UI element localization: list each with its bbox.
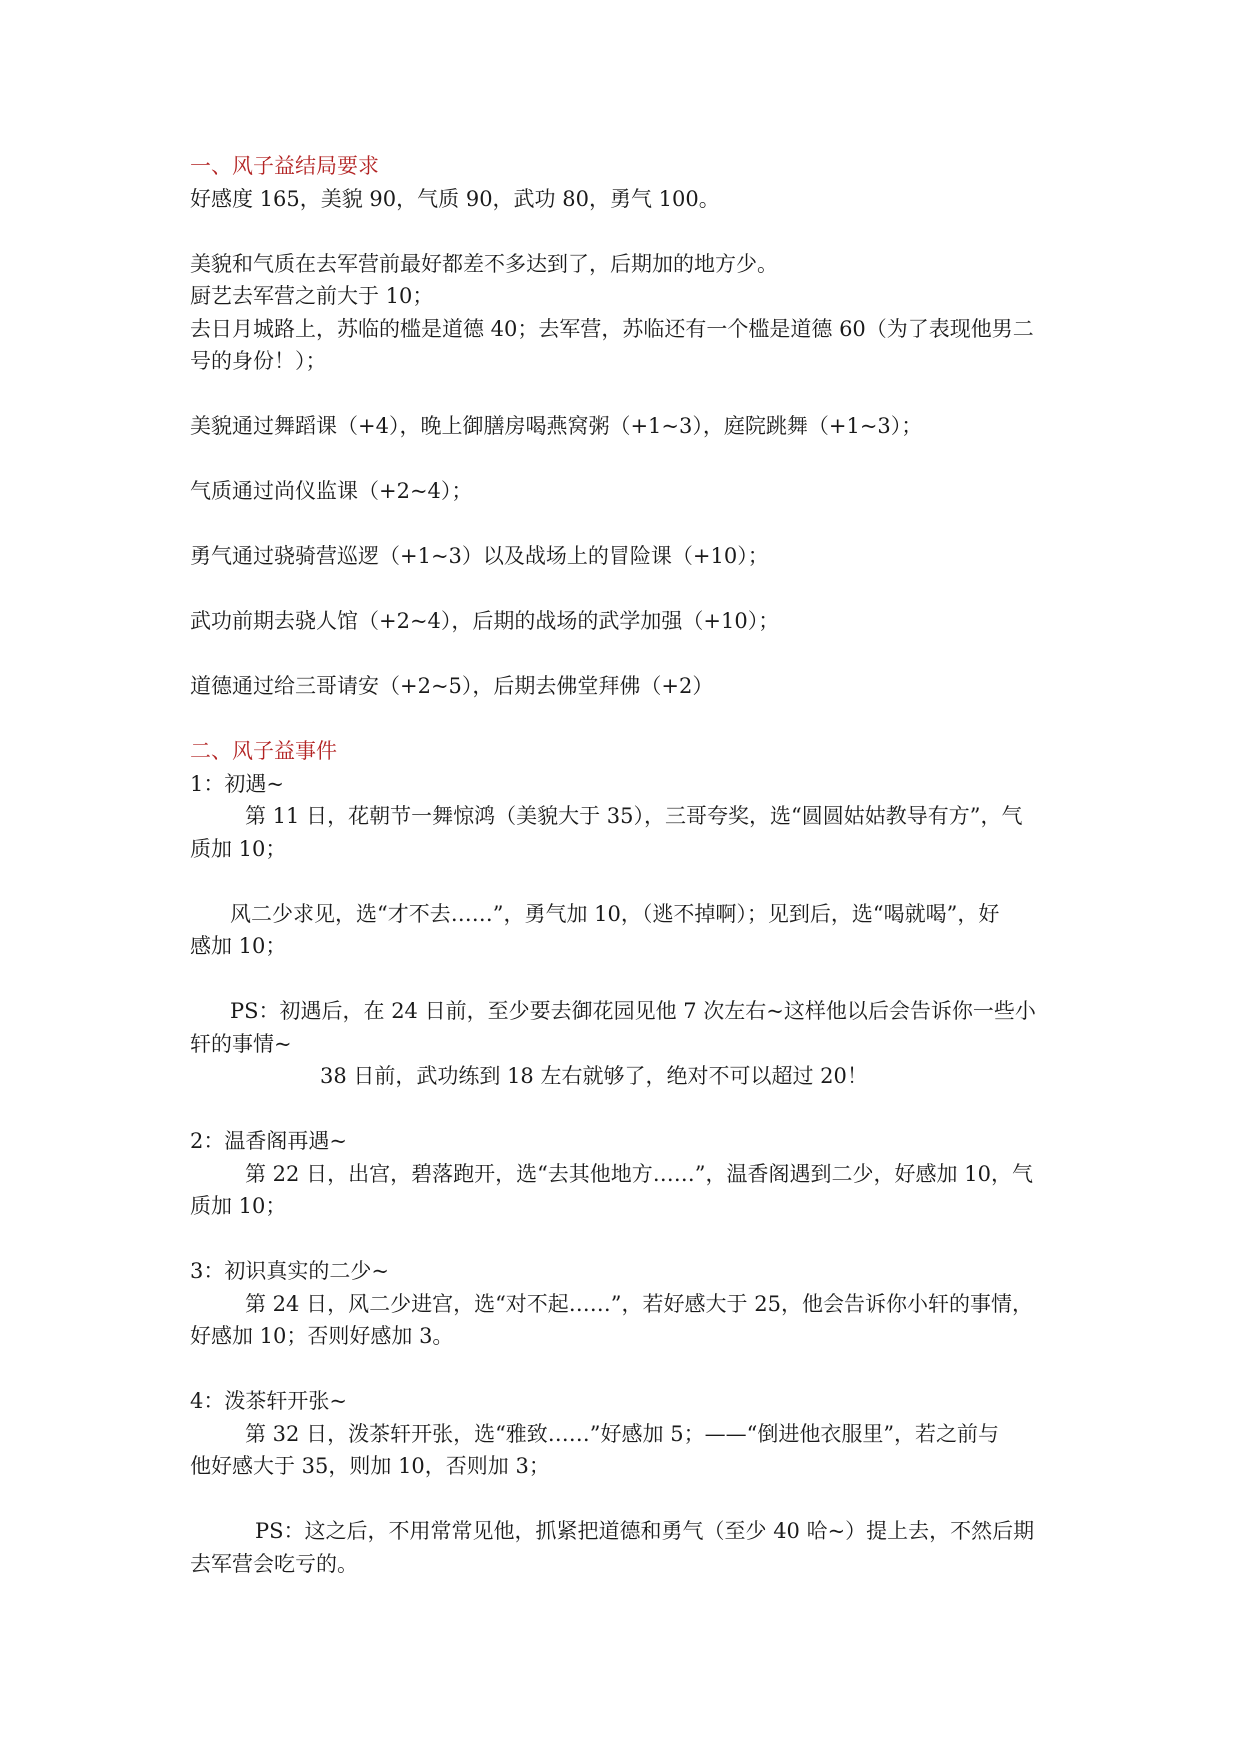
event1-p2-line1: 风二少求见，选“才不去……”，勇气加 10，（逃不掉啊）；见到后，选“喝就喝”，好 [230,901,1000,926]
event1-ps-line3: 38 日前，武功练到 18 左右就够了，绝对不可以超过 20！ [320,1064,868,1088]
event3-title: 3：初识真实的二少~ [190,1259,389,1283]
event2-line2: 质加 10； [190,1194,287,1218]
blank-line [190,703,1070,736]
blank-line [190,573,1070,606]
blank-line [190,1093,1070,1126]
blank-line [190,865,1070,898]
section1-line-2: 美貌和气质在去军营前最好都差不多达到了，后期加的地方少。 [190,251,778,276]
event1-p2-line2: 感加 10； [190,934,287,958]
event1-p1-line2: 质加 10； [190,836,287,861]
section1-line-9: 气质通过尚仪监课（+2~4）； [190,479,473,503]
event4-ps-line1: PS：这之后，不用常常见他，抓紧把道德和勇气（至少 40 哈~）提上去，不然后期 [255,1519,1035,1543]
event2-title: 2：温香阁再遇~ [190,1129,347,1153]
event1-p1-line1: 第 11 日，花朝节一舞惊鸿（美貌大于 35），三哥夸奖，选“圆圆姑姑教导有方”，气 [245,804,1023,828]
section1-line-0: 好感度 165，美貌 90，气质 90，武功 80，勇气 100。 [190,186,720,211]
section1-heading: 一、风子益结局要求 [190,154,379,178]
section1-line-11: 勇气通过骁骑营巡逻（+1~3）以及战场上的冒险课（+10）； [190,544,769,568]
event3-line1: 第 24 日，风二少进宫，选“对不起……”，若好感大于 25，他会告诉你小轩的事情， [245,1291,1033,1316]
section1-line-15: 道德通过给三哥请安（+2~5），后期去佛堂拜佛（+2） [190,674,714,698]
event4-line1: 第 32 日，泼茶轩开张，选“雅致……”好感加 5；——“倒进他衣服里”，若之前与 [245,1421,1000,1446]
blank-line [190,638,1070,671]
event2-line1: 第 22 日，出宫，碧落跑开，选“去其他地方……”，温香阁遇到二少，好感加 10，气 [245,1161,1033,1186]
event1-ps-line1: PS：初遇后，在 24 日前，至少要去御花园见他 7 次左右~这样他以后会告诉你一些小 [230,999,1036,1023]
blank-line [190,378,1070,411]
blank-line [190,508,1070,541]
section1-line-3: 厨艺去军营之前大于 10； [190,284,434,308]
blank-line [190,443,1070,476]
event4-line2: 他好感大于 35，则加 10，否则加 3； [190,1454,550,1478]
event1-title: 1：初遇~ [190,771,284,796]
blank-line [190,1483,1070,1516]
event4-ps-line2: 去军营会吃亏的。 [190,1551,358,1576]
blank-line [190,1353,1070,1386]
blank-line [190,215,1070,248]
section2-heading: 二、风子益事件 [190,739,337,763]
section1-line-13: 武功前期去骁人馆（+2~4），后期的战场的武学加强（+10）； [190,609,780,633]
document-page [190,150,1070,1580]
section1-line-7: 美貌通过舞蹈课（+4），晚上御膳房喝燕窝粥（+1~3），庭院跳舞（+1~3）； [190,414,923,438]
section1-line-4: 去日月城路上，苏临的槛是道德 40；去军营，苏临还有一个槛是道德 60（为了表现他男二 [190,316,1034,341]
event1-ps-line2: 轩的事情~ [190,1031,292,1056]
event4-title: 4：泼茶轩开张~ [190,1389,347,1413]
event3-line2: 好感加 10；否则好感加 3。 [190,1324,454,1348]
blank-line [190,963,1070,996]
section1-line-5: 号的身份！）； [190,349,327,373]
blank-line [190,1223,1070,1256]
